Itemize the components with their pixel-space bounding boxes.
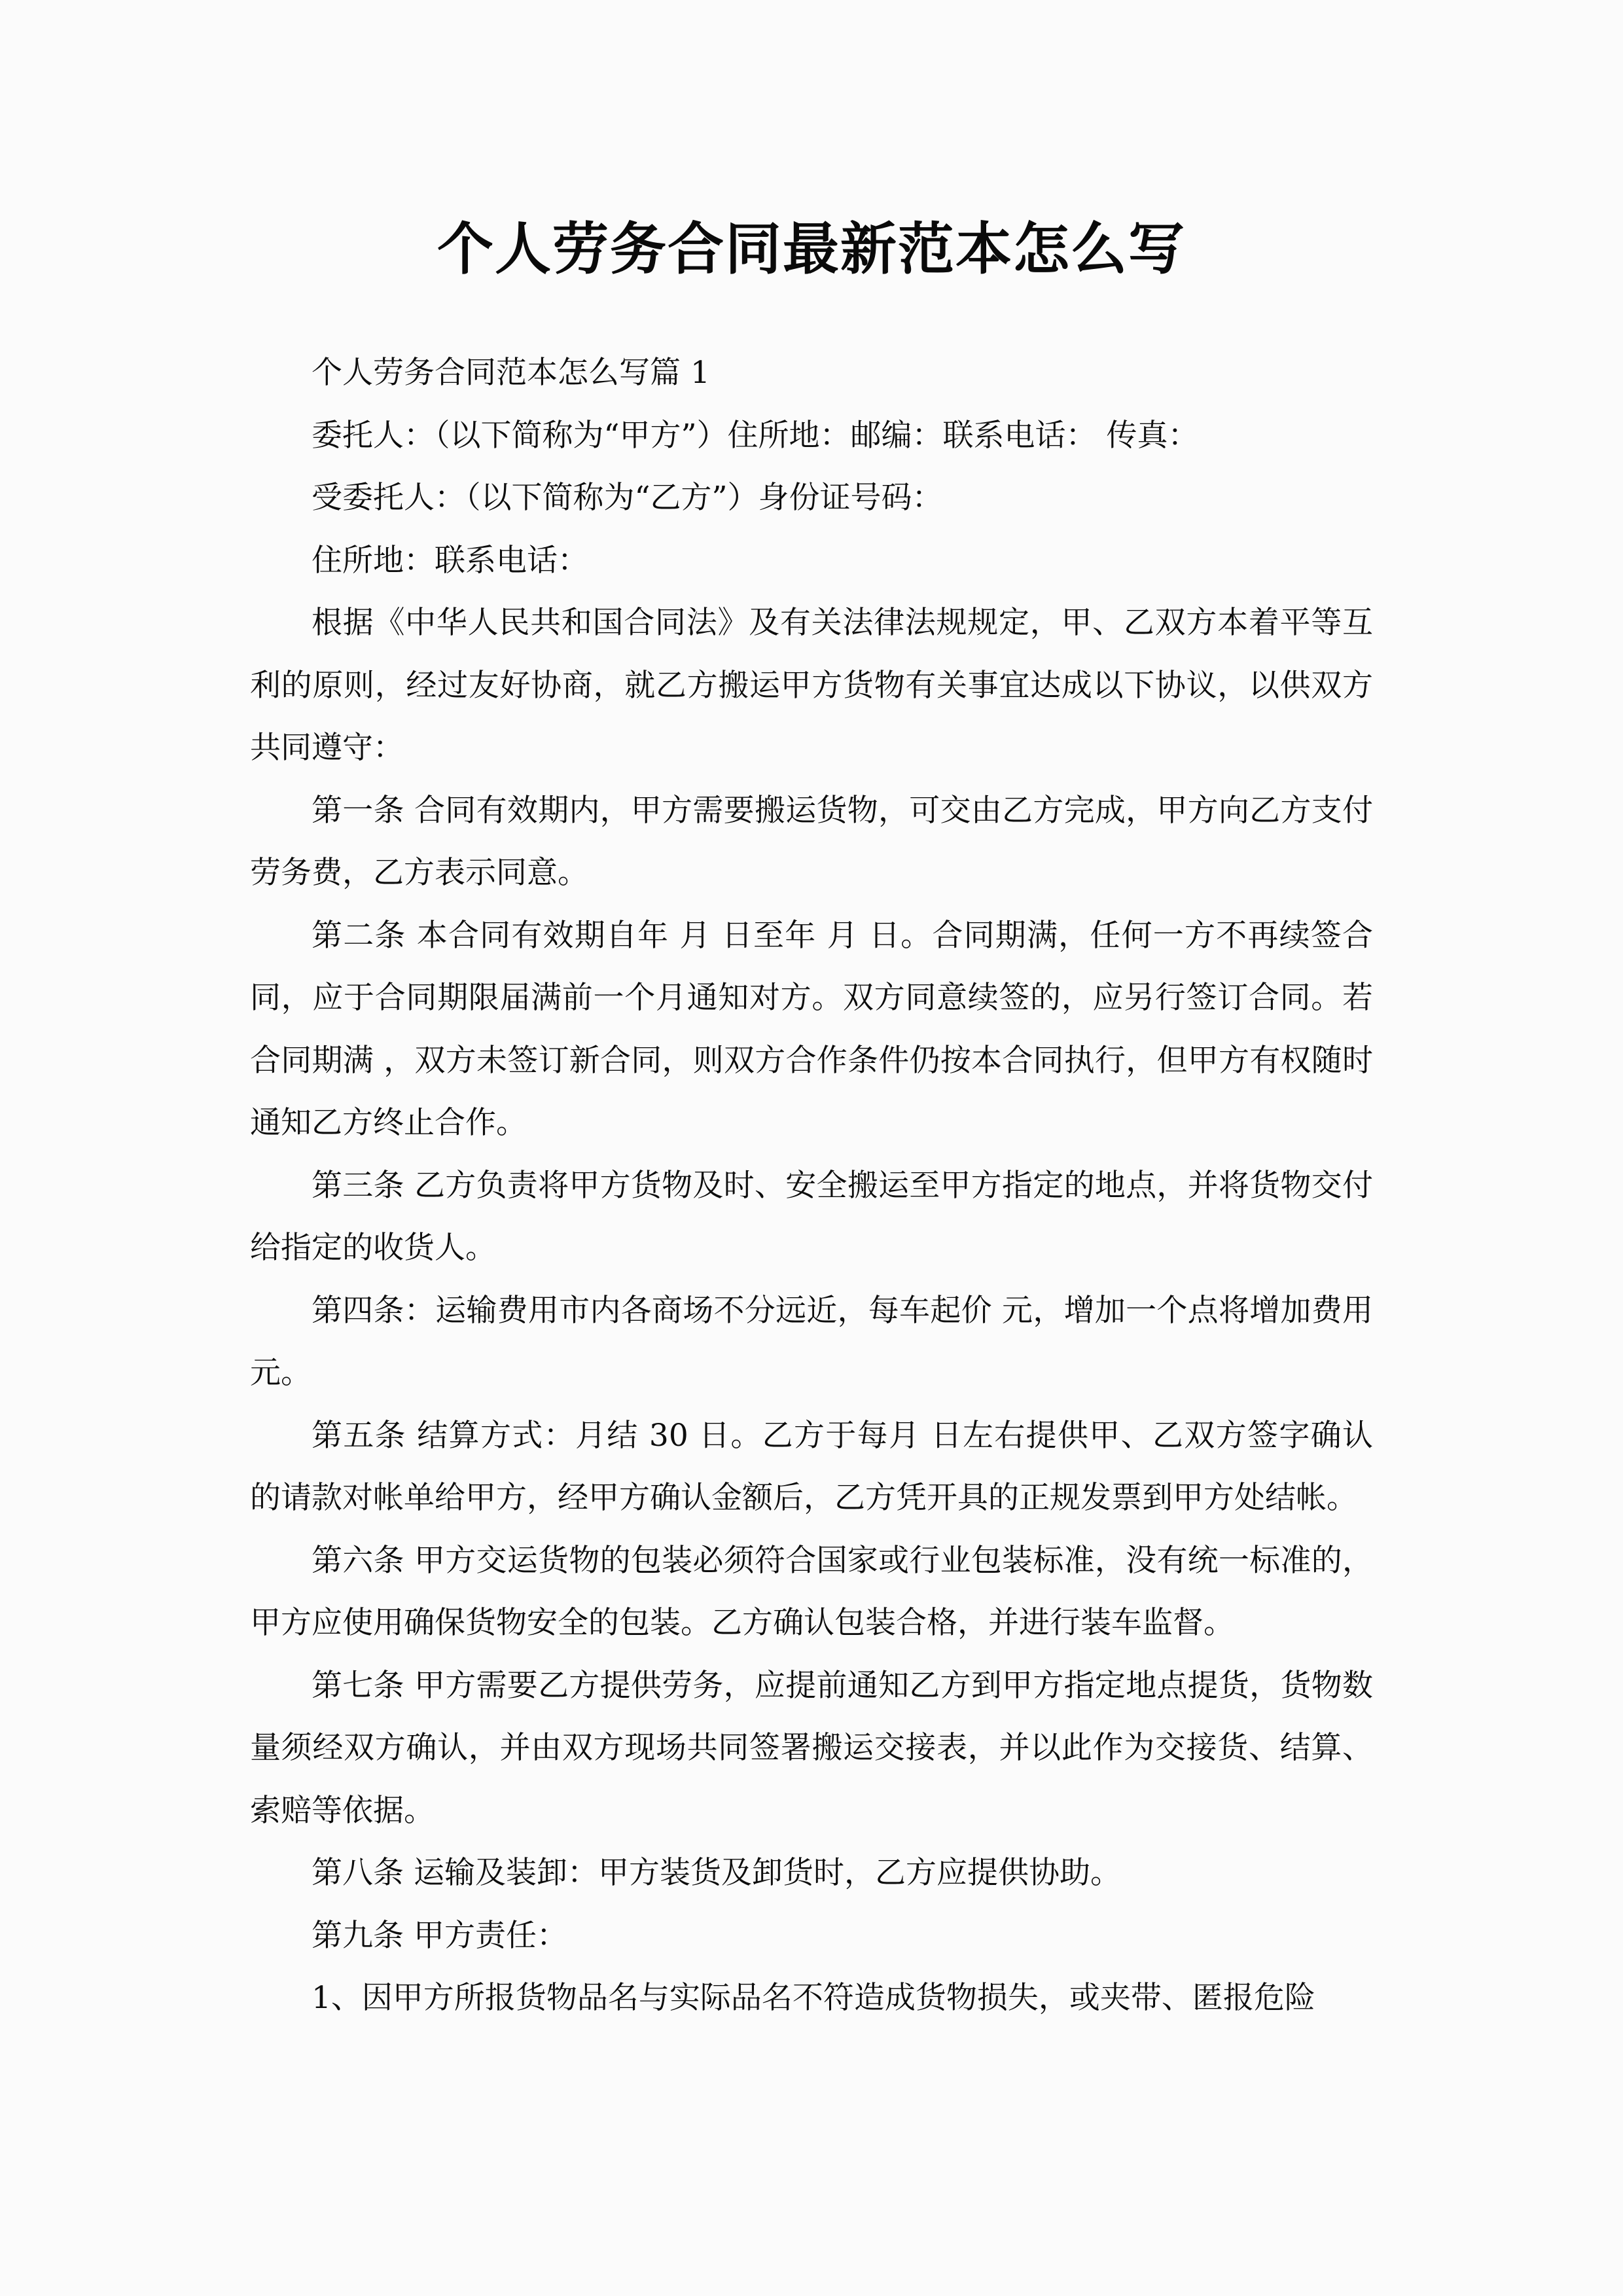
paragraph-party-b: 受委托人：（以下简称为“乙方”）身份证号码：	[312, 480, 943, 516]
paragraph-preamble: 根据《中华人民共和国合同法》及有关法律法规规定，甲、乙双方本着平等互利的原则，经过友好协商，就乙方搬运甲方货物有关事宜达成以下协议，以供双方共同遵守：	[250, 605, 1373, 766]
paragraph-article-4: 第四条：运输费用市内各商场不分远近，每车起价 元，增加一个点将增加费用 元。	[250, 1292, 1373, 1391]
document-body	[250, 342, 1373, 2030]
paragraph-article-2: 第二条 本合同有效期自年 月 日至年 月 日。合同期满，任何一方不再续签合同，应于合同期限届满前一个月通知对方。双方同意续签的，应另行签订合同。若合同期满 ，双方未签订新合同，则双方合作条件仍按本合同执行，但甲方有权随时通知乙方终止合作。	[250, 917, 1373, 1141]
paragraph-article-9-item-1: 1、因甲方所报货物品名与实际品名不符造成货物损失，或夹带、匿报危险	[312, 1980, 1315, 2016]
paragraph-article-5: 第五条 结算方式：月结 30 日。乙方于每月 日左右提供甲、乙双方签字确认的请款对帐单给甲方，经甲方确认金额后，乙方凭开具的正规发票到甲方处结帐。	[250, 1417, 1373, 1516]
paragraph-article-8: 第八条 运输及装卸：甲方装货及卸货时，乙方应提供协助。	[312, 1855, 1121, 1891]
page-title: 个人劳务合同最新范本怎么写	[437, 215, 1186, 282]
paragraph-lead: 个人劳务合同范本怎么写篇 1	[312, 355, 710, 391]
paragraph-party-a: 委托人：（以下简称为“甲方”）住所地：邮编：联系电话： 传真：	[312, 417, 1199, 454]
paragraph-article-7: 第七条 甲方需要乙方提供劳务，应提前通知乙方到甲方指定地点提货，货物数量须经双方确认，并由双方现场共同签署搬运交接表，并以此作为交接货、结算、索赔等依据。	[250, 1667, 1373, 1829]
paragraph-article-1: 第一条 合同有效期内，甲方需要搬运货物，可交由乙方完成，甲方向乙方支付劳务费，乙方表示同意。	[250, 792, 1373, 891]
paragraph-article-6: 第六条 甲方交运货物的包装必须符合国家或行业包装标准，没有统一标准的，甲方应使用确保货物安全的包装。乙方确认包装合格，并进行装车监督。	[250, 1542, 1373, 1641]
paragraph-address-phone: 住所地：联系电话：	[312, 542, 588, 579]
paragraph-article-9: 第九条 甲方责任：	[312, 1917, 567, 1954]
paragraph-article-3: 第三条 乙方负责将甲方货物及时、安全搬运至甲方指定的地点，并将货物交付给指定的收货人。	[250, 1167, 1373, 1266]
